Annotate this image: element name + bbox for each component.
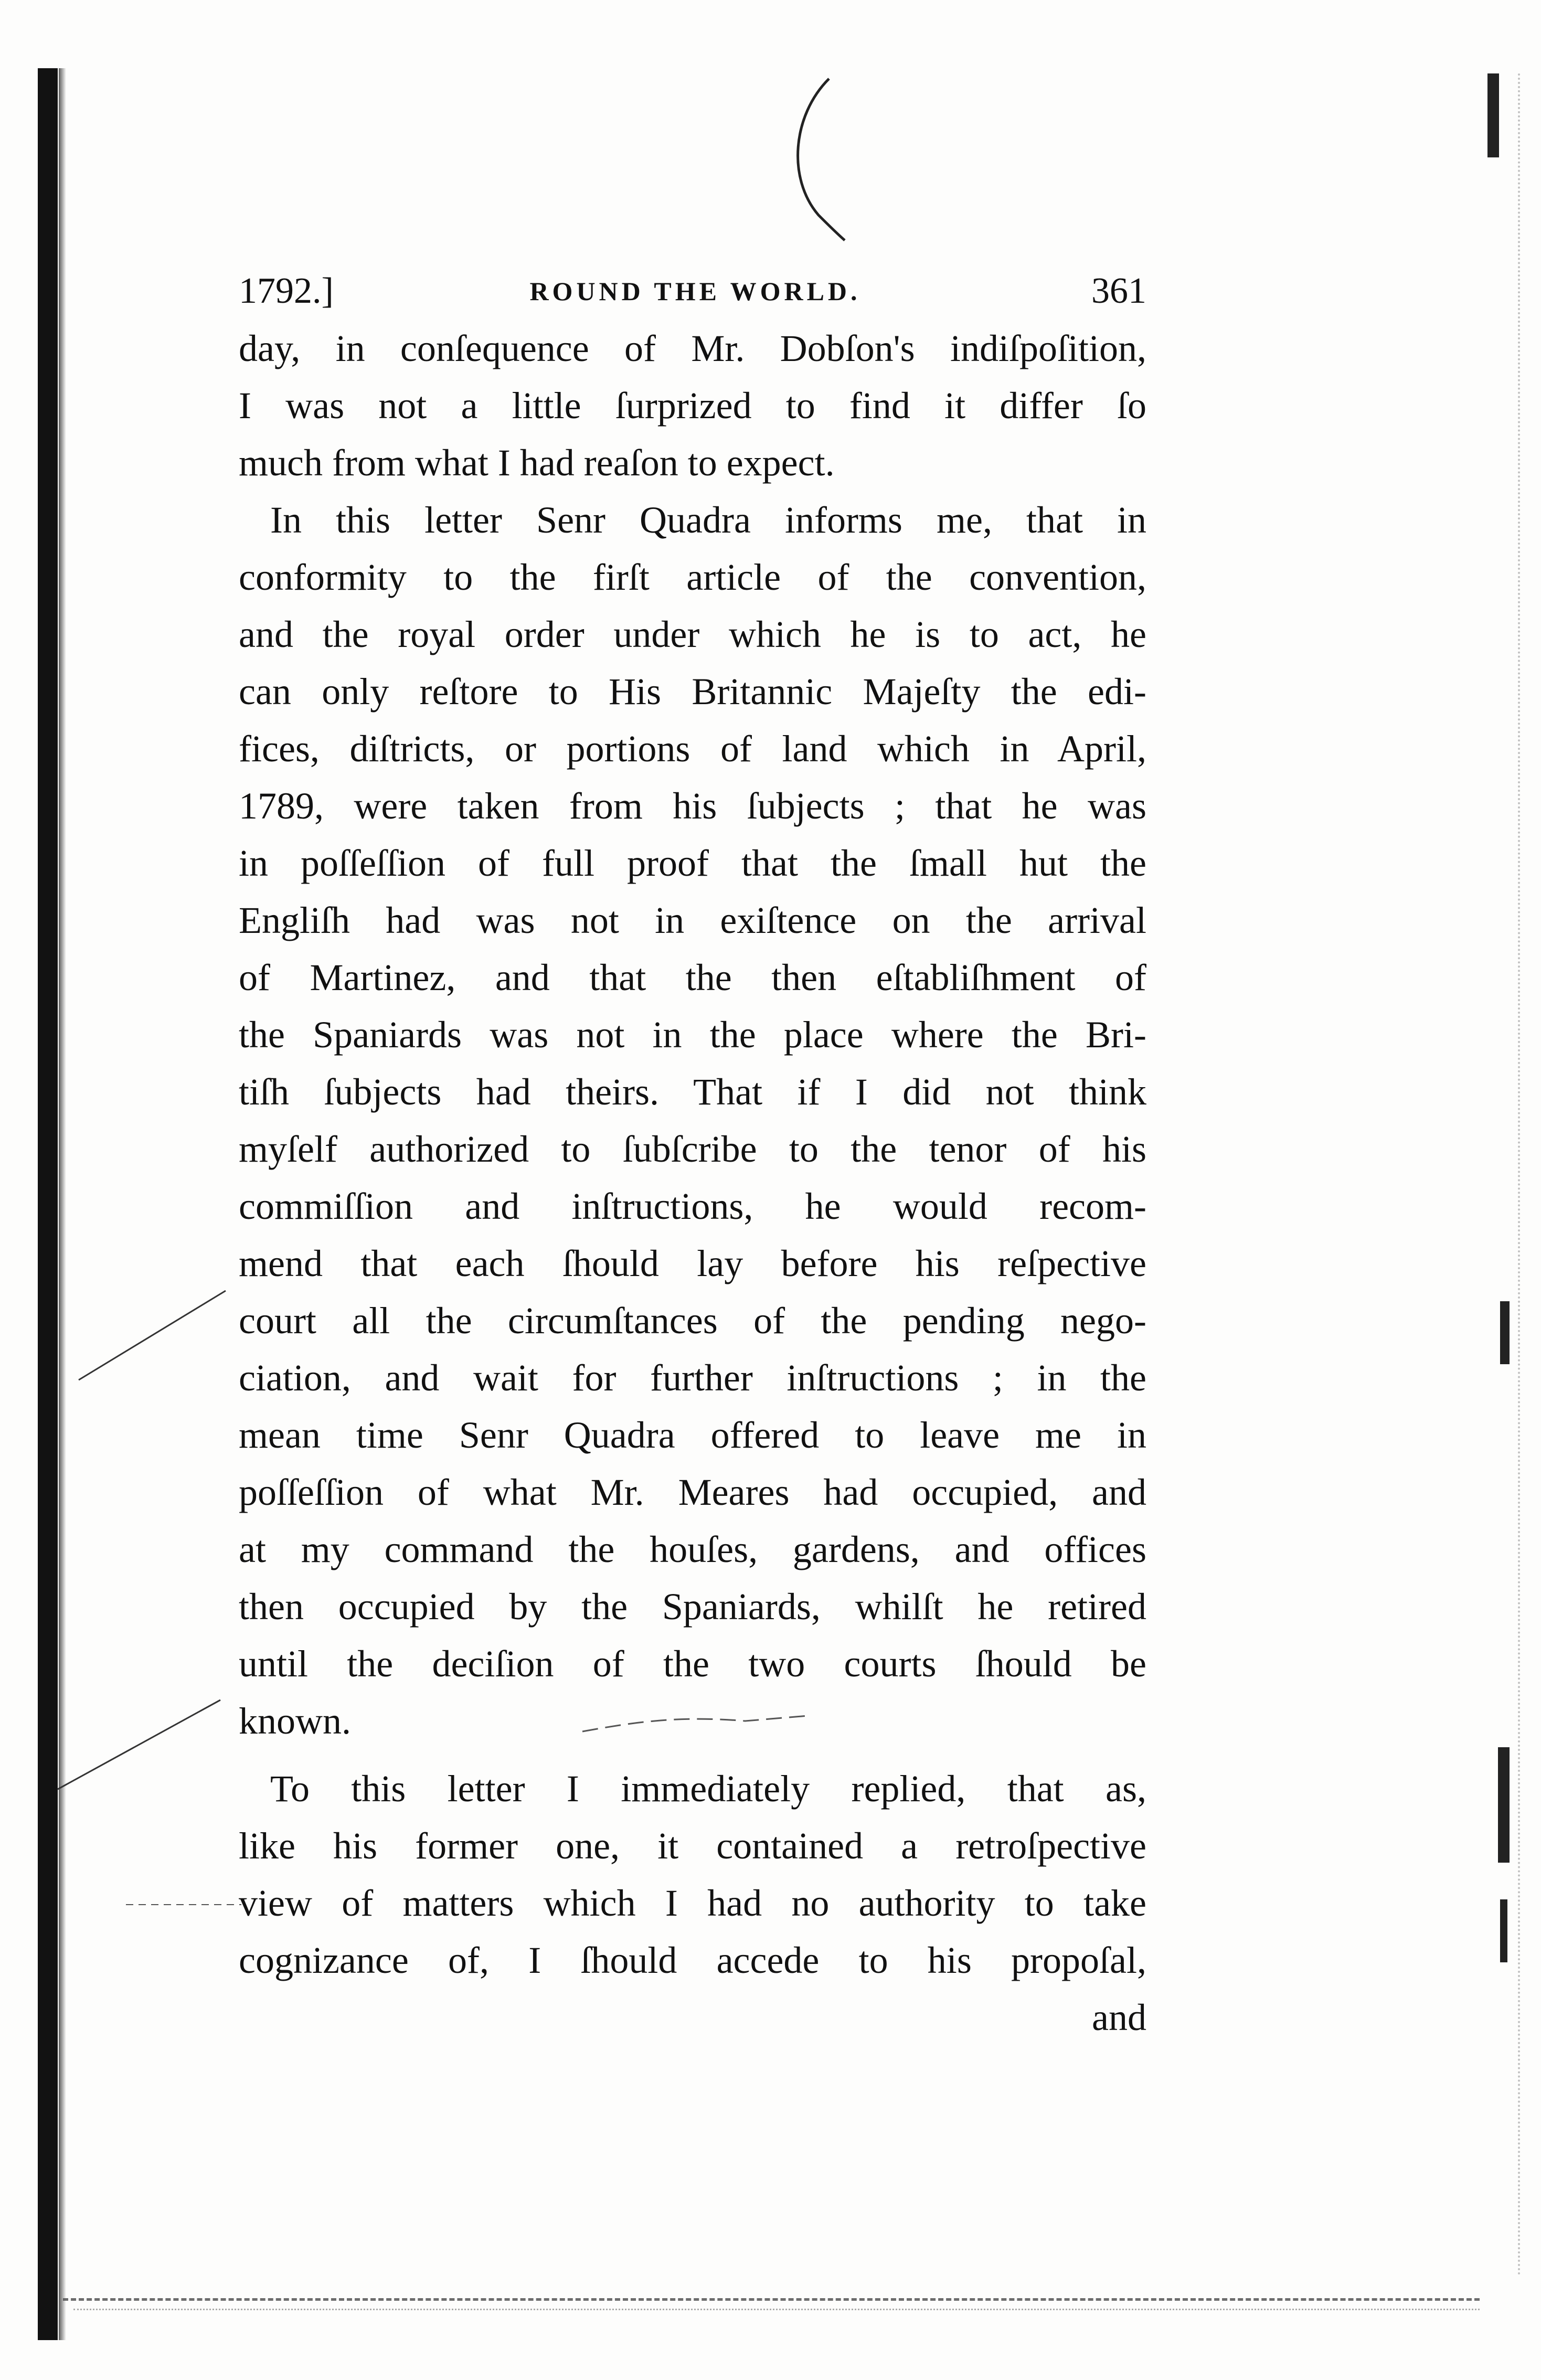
text-line: can only reſtore to His Britannic Majeſty the edi- — [239, 671, 1146, 713]
text-line: I was not a little ſurprized to find it differ ſo — [239, 385, 1146, 427]
text-line: until the deciſion of the two courts ſhould be — [239, 1643, 1146, 1685]
margin-stroke — [73, 1280, 231, 1385]
binding-shadow — [59, 68, 66, 2340]
text-line: like his former one, it contained a retroſpective — [239, 1825, 1146, 1867]
text-line: and the royal order under which he is to act, he — [239, 613, 1146, 655]
text-line: the Spaniards was not in the place where the Bri- — [239, 1014, 1146, 1056]
text-line: myſelf authorized to ſubſcribe to the tenor of his — [239, 1128, 1146, 1170]
binding-edge — [38, 68, 58, 2340]
text-line: cognizance of, I ſhould accede to his propoſal, — [239, 1939, 1146, 1981]
text-line: conformity to the firſt article of the convention, — [239, 556, 1146, 598]
running-head-year: 1792.] — [239, 271, 334, 311]
text-line: fices, diſtricts, or portions of land which in April, — [239, 728, 1146, 770]
text-line: tiſh ſubjects had theirs. That if I did not think — [239, 1071, 1146, 1113]
paragraph — [239, 1760, 1146, 1989]
edge-mark — [1498, 1747, 1510, 1863]
text-line: day, in conſequence of Mr. Dobſon's indiſpoſition, — [239, 327, 1146, 369]
paragraph — [239, 492, 1146, 1750]
text-line: mean time Senr Quadra offered to leave me in — [239, 1414, 1146, 1456]
text-line: poſſeſſion of what Mr. Meares had occupied, and — [239, 1471, 1146, 1513]
page-right-edge — [1471, 73, 1520, 2277]
text-line: view of matters which I had no authority to take — [239, 1882, 1146, 1924]
paragraph-gap — [239, 1750, 1146, 1760]
text-line: In this letter Senr Quadra informs me, that in — [270, 499, 1146, 541]
margin-stroke — [126, 1899, 241, 1910]
text-line: at my command the houſes, gardens, and offices — [239, 1528, 1146, 1570]
edge-mark — [1500, 1899, 1507, 1962]
text-line: commiſſion and inſtructions, he would recom- — [239, 1185, 1146, 1227]
margin-stroke — [52, 1690, 226, 1794]
text-line: Engliſh had was not in exiſtence on the arrival — [239, 899, 1146, 941]
text-line: 1789, were taken from his ſubjects ; that he was — [239, 785, 1146, 827]
text-line: ciation, and wait for further inſtructions ; in the — [239, 1357, 1146, 1399]
text-line: then occupied by the Spaniards, whilſt he retired — [239, 1586, 1146, 1628]
pen-mark — [771, 73, 876, 241]
paragraph — [239, 320, 1146, 492]
text-line: court all the circumſtances of the pending nego- — [239, 1300, 1146, 1342]
text-line: of Martinez, and that the then eſtabliſhment of — [239, 957, 1146, 998]
catchword: and — [1092, 1996, 1146, 2038]
page-number: 361 — [1091, 271, 1146, 311]
text-line: much from what I had reaſon to expect. — [239, 442, 835, 484]
running-head-title: ROUND THE WORLD. — [529, 277, 861, 306]
text-line: To this letter I immediately replied, that as, — [270, 1768, 1146, 1810]
body-text — [239, 320, 1146, 2046]
edge-mark — [1500, 1301, 1510, 1364]
running-head — [239, 262, 1146, 320]
page-bottom-edge-noise — [73, 2309, 1480, 2312]
page-bottom-edge — [63, 2298, 1480, 2304]
text-line: mend that each ſhould lay before his reſpective — [239, 1242, 1146, 1284]
text-line: known. — [239, 1700, 351, 1742]
text-line: in poſſeſſion of full proof that the ſmall hut the — [239, 842, 1146, 884]
edge-mark — [1487, 73, 1499, 157]
